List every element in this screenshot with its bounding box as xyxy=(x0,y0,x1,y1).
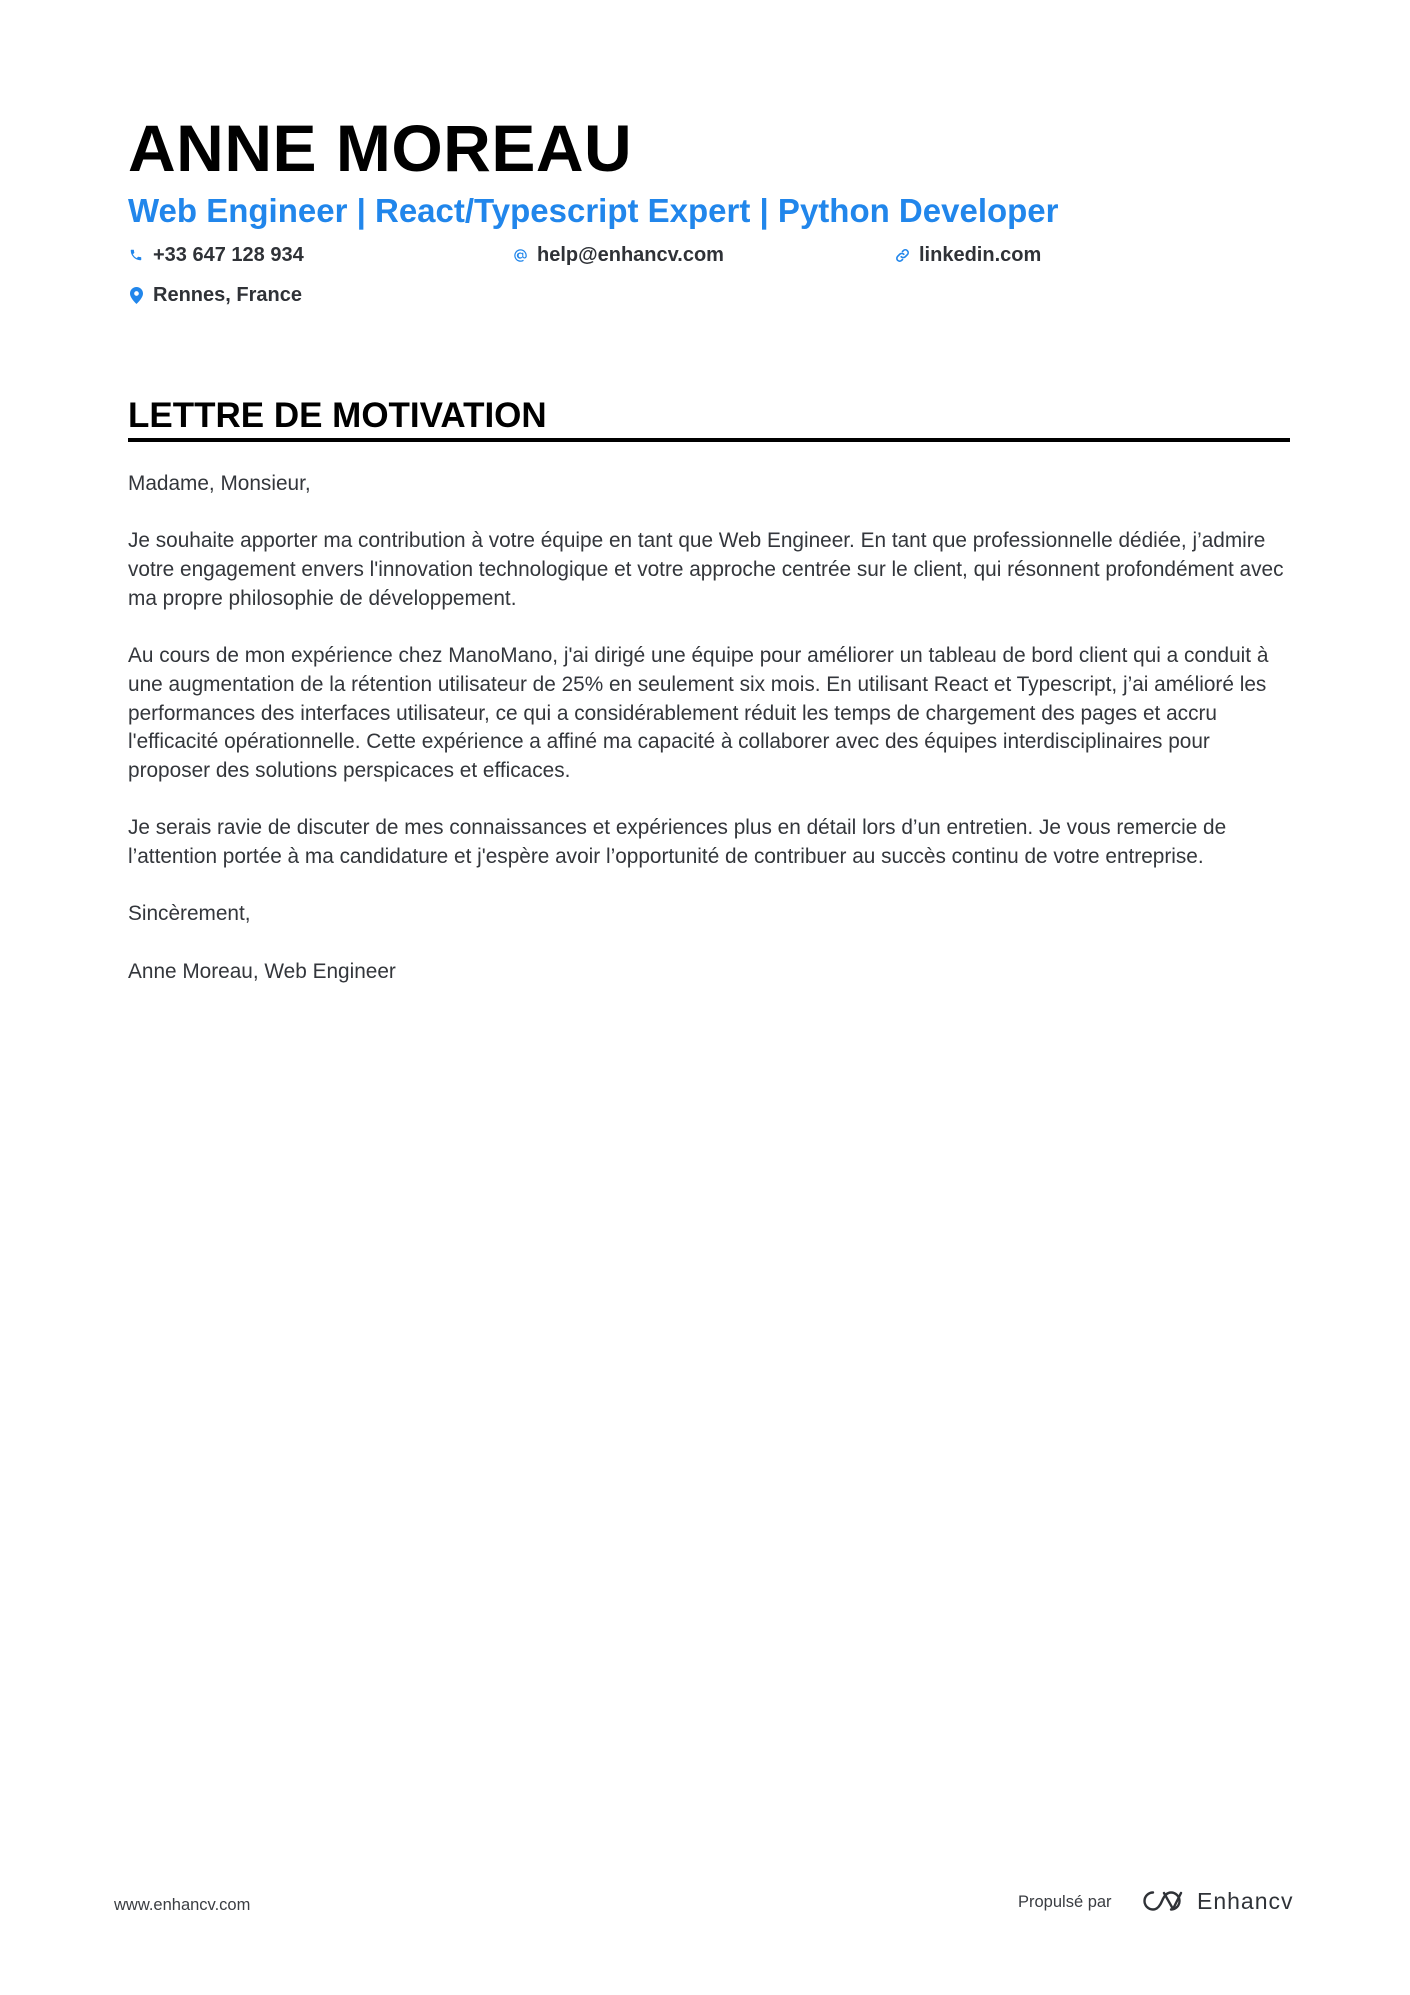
location-pin-icon xyxy=(128,286,144,304)
letter-paragraph: Au cours de mon expérience chez ManoMano, j'ai dirigé une équipe pour améliorer un tableau de bord client qui a conduit à une augmentation de la rétention utilisateur de 25% en seulement six mois. En utilisant React et Typescript, j’ai amélioré les performances des interfaces utilisateur, ce qui a considérablement réduit les temps de chargement des pages et accru l'efficacité opérationnelle. Cette expérience a affiné ma capacité à collaborer avec des équipes interdisciplinaires pour proposer des solutions perspicaces et efficaces. xyxy=(128,644,1269,782)
letter-paragraph: Je serais ravie de discuter de mes connaissances et expériences plus en détail lors d’un entretien. Je vous remercie de l’attention portée à ma candidature et j'espère avoir l’opportunité de contribuer au succès continu de votre entreprise. xyxy=(128,816,1227,869)
contact-phone xyxy=(128,241,304,269)
candidate-name: ANNE MOREAU xyxy=(128,111,633,185)
email-address[interactable]: help@enhancv.com xyxy=(537,244,724,266)
footer-website[interactable]: www.enhancv.com xyxy=(114,1896,251,1914)
at-icon xyxy=(512,246,528,264)
candidate-headline: Web Engineer | React/Typescript Expert | Python Developer xyxy=(128,192,1059,229)
contact-linkedin xyxy=(894,241,1041,269)
enhancv-wordmark: Enhancv xyxy=(1197,1888,1294,1914)
letter-signature: Anne Moreau, Web Engineer xyxy=(128,959,396,983)
enhancv-logo-icon xyxy=(1139,1888,1185,1914)
contact-email xyxy=(512,241,724,269)
phone-icon xyxy=(128,246,144,264)
enhancv-brand[interactable] xyxy=(1139,1886,1294,1916)
phone-number: +33 647 128 934 xyxy=(153,244,304,266)
letter-closing: Sincèrement, xyxy=(128,902,251,926)
footer-powered-by: Propulsé par xyxy=(1018,1893,1112,1911)
contact-location xyxy=(128,281,302,309)
section-title: LETTRE DE MOTIVATION xyxy=(128,396,547,435)
linkedin-link[interactable]: linkedin.com xyxy=(919,244,1042,266)
letter-paragraph: Je souhaite apporter ma contribution à votre équipe en tant que Web Engineer. En tant que professionnelle dédiée, j’admire votre engagement envers l'innovation technologique et votre approche centrée sur le client, qui résonnent profondément avec ma propre philosophie de développement. xyxy=(128,529,1284,610)
location-text: Rennes, France xyxy=(153,284,302,306)
section-divider xyxy=(128,438,1290,442)
letter-salutation: Madame, Monsieur, xyxy=(128,472,311,495)
link-icon xyxy=(894,246,910,264)
letter-body xyxy=(128,470,1293,1015)
